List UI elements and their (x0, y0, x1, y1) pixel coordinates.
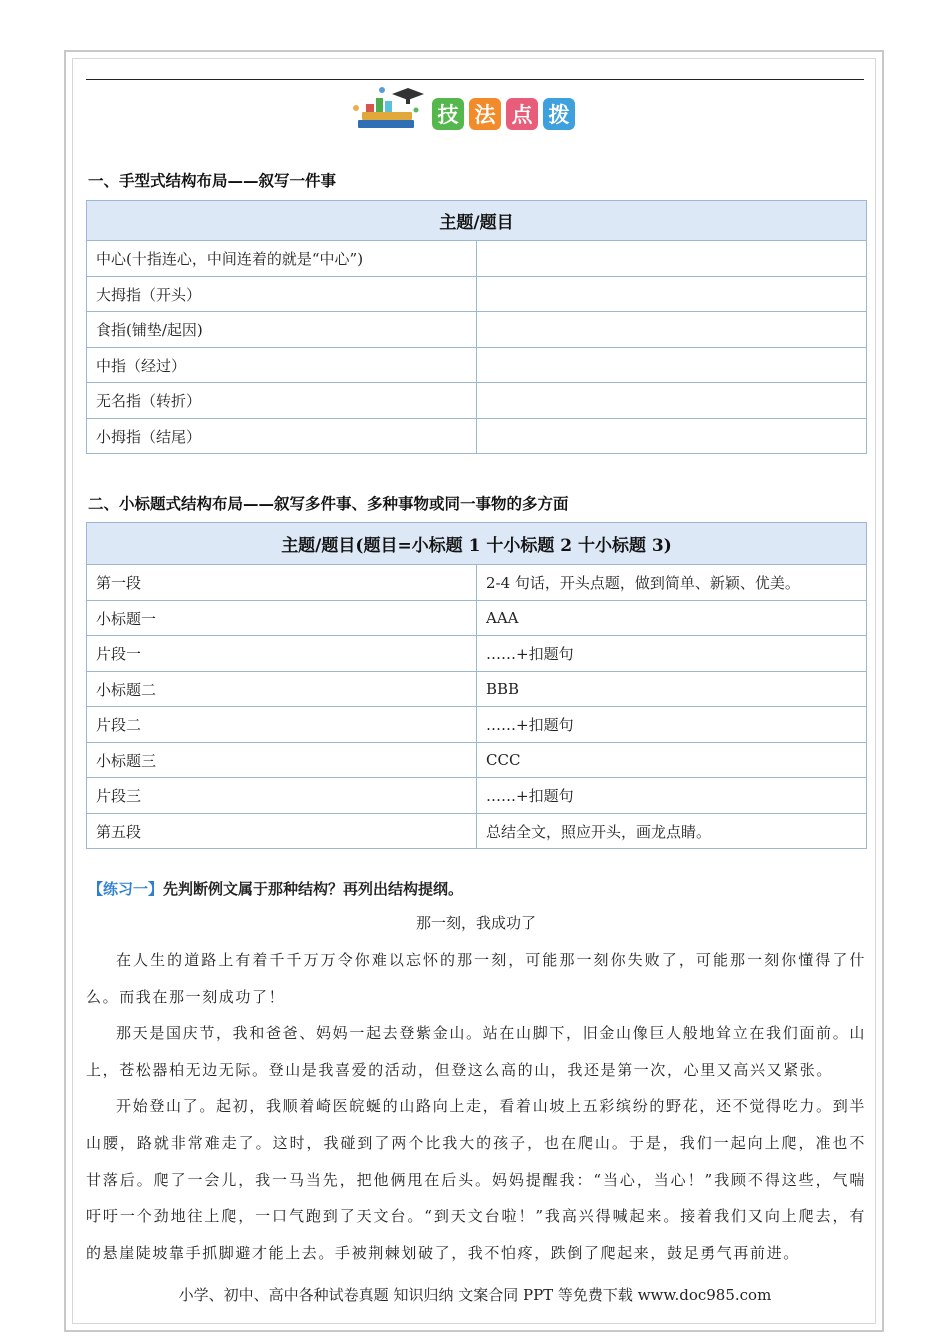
table-row (87, 565, 867, 601)
row-label: 片段二 (87, 707, 477, 743)
banner-char-2: 法 (469, 98, 501, 130)
banner-char-1: 技 (432, 98, 464, 130)
table-2-header: 主题/题目(题目=小标题 1 十小标题 2 十小标题 3) (87, 523, 867, 565)
table-row (87, 277, 867, 312)
row-label: 无名指（转折） (87, 383, 477, 419)
section-1-title: 一、手型式结构布局——叙写一件事 (88, 172, 337, 190)
row-label: 第一段 (87, 565, 477, 601)
row-value[interactable] (477, 383, 867, 419)
practice-tag: 【练习一】 (88, 880, 164, 898)
header-rule (86, 79, 864, 80)
page-footer: 小学、初中、高中各种试卷真题 知识归纳 文案合同 PPT 等免费下载 www.doc985.com (178, 1286, 772, 1304)
table-row (87, 383, 867, 419)
row-label: 小标题三 (87, 743, 477, 778)
table-row (87, 241, 867, 277)
practice-heading (88, 878, 463, 899)
table-row (87, 778, 867, 814)
row-label: 小拇指（结尾） (87, 419, 477, 454)
row-label: 片段三 (87, 778, 477, 814)
row-value[interactable] (477, 348, 867, 383)
hand-structure-table (86, 200, 867, 454)
practice-instruction: 先判断例文属于那种结构？再列出结构提纲。 (163, 880, 464, 898)
banner-char-3: 点 (506, 98, 538, 130)
row-label: 片段一 (87, 636, 477, 672)
essay-paragraph: 在人生的道路上有着千千万万令你难以忘怀的那一刻，可能那一刻你失败了，可能那一刻你懂得了什么。而我在那一刻成功了！ (86, 951, 866, 1006)
row-label: 小标题一 (87, 601, 477, 636)
row-value: ……+扣题句 (477, 636, 867, 672)
row-label: 中指（经过） (87, 348, 477, 383)
essay-title: 那一刻，我成功了 (415, 914, 536, 932)
row-value: ……+扣题句 (477, 778, 867, 814)
row-value: 2-4 句话，开头点题，做到简单、新颖、优美。 (477, 565, 867, 601)
subtitle-structure-table (86, 522, 867, 849)
row-label: 小标题二 (87, 672, 477, 707)
books-icon (352, 84, 426, 134)
row-value: ……+扣题句 (477, 707, 867, 743)
row-value[interactable] (477, 277, 867, 312)
row-value: AAA (477, 601, 867, 636)
table-row (87, 707, 867, 743)
row-value[interactable] (477, 312, 867, 348)
essay-paragraph: 开始登山了。起初，我顺着崎医皖蜒的山路向上走，看着山坡上五彩缤纷的野花，还不觉得吃力。到半山腰，路就非常难走了。这时，我碰到了两个比我大的孩子，也在爬山。于是，我们一起向上爬，准也不甘落后。爬了一会儿，我一马当先，把他俩甩在后头。妈妈提醒我：“当心，当心！”我顾不得这些，气喘吁吁一个劲地往上爬，一口气跑到了天文台。“到天文台啦！”我高兴得喊起来。接着我们又向上爬去，有的悬崖陡坡靠手抓脚避才能上去。手被荆棘划破了，我不怕疼，跌倒了爬起来，鼓足勇气再前进。 (86, 1097, 866, 1262)
essay-paragraph: 那天是国庆节，我和爸爸、妈妈一起去登紫金山。站在山脚下，旧金山像巨人般地耸立在我们面前。山上，苍松器柏无边无际。登山是我喜爱的活动，但登这么高的山，我还是第一次，心里又高兴又紧张。 (86, 1024, 866, 1079)
row-label: 第五段 (87, 814, 477, 849)
row-label: 食指(铺垫/起因) (87, 312, 477, 348)
table-row (87, 312, 867, 348)
table-row (87, 348, 867, 383)
row-value: 总结全文，照应开头，画龙点睛。 (477, 814, 867, 849)
table-row (87, 601, 867, 636)
row-value[interactable] (477, 419, 867, 454)
row-value: BBB (477, 672, 867, 707)
table-row (87, 419, 867, 454)
banner-char-4: 拨 (543, 98, 575, 130)
table-row (87, 743, 867, 778)
section-2-title: 二、小标题式结构布局——叙写多件事、多种事物或同一事物的多方面 (88, 495, 569, 513)
table-1-header: 主题/题目 (87, 201, 867, 241)
essay-body (86, 942, 866, 1271)
row-label: 中心(十指连心，中间连着的就是“中心”) (87, 241, 477, 277)
row-value[interactable] (477, 241, 867, 277)
table-row (87, 672, 867, 707)
table-row (87, 814, 867, 849)
table-row (87, 636, 867, 672)
banner-title (432, 98, 575, 130)
row-value: CCC (477, 743, 867, 778)
row-label: 大拇指（开头） (87, 277, 477, 312)
technique-banner (352, 84, 602, 138)
